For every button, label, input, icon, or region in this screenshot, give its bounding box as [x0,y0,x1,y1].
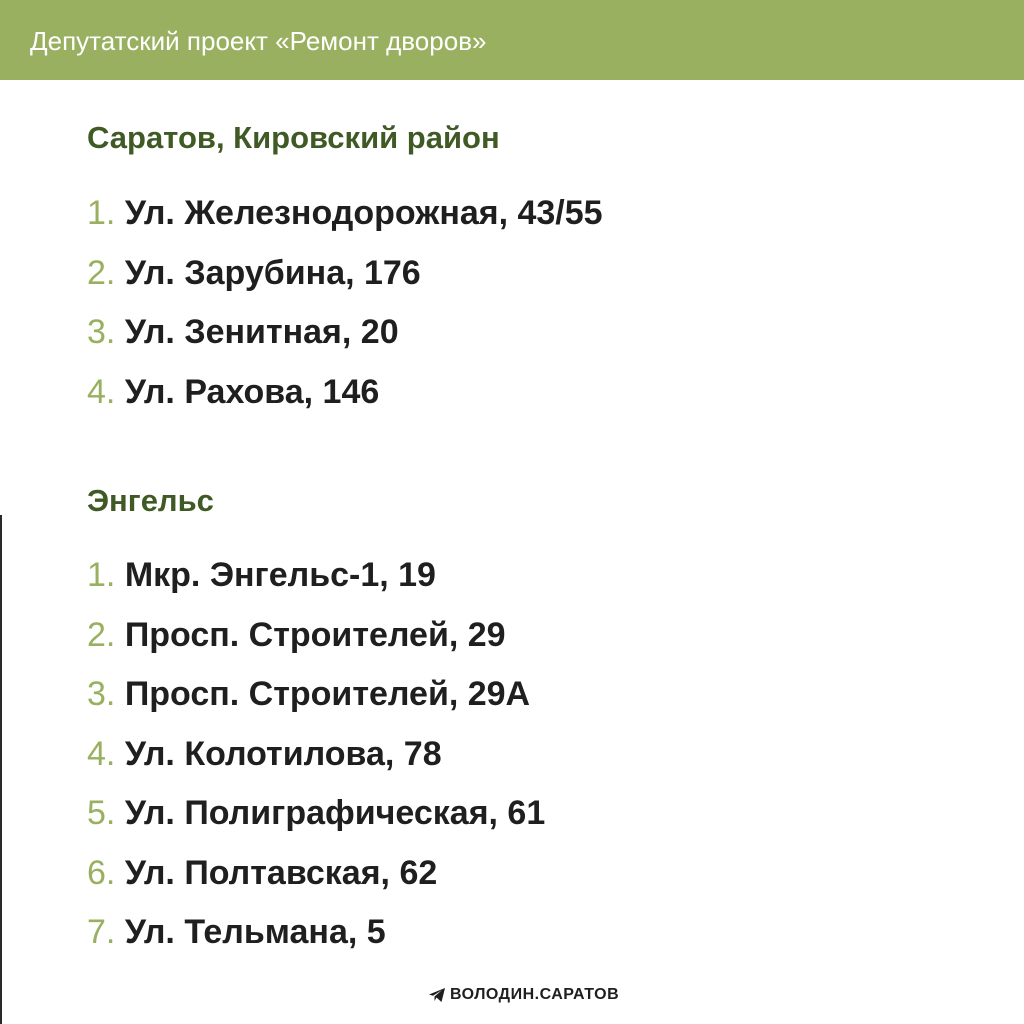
item-address: Просп. Строителей, 29 [124,615,506,654]
list-item [87,912,545,972]
item-number: 3. [87,675,116,713]
list-item [87,555,545,615]
list-item [87,312,603,372]
item-number: 6. [87,853,116,892]
section-title-saratov: Саратов, Кировский район [87,120,500,155]
telegram-icon [428,987,446,1003]
item-number: 1. [87,194,116,232]
item-address: Ул. Колотилова, 78 [124,734,442,773]
address-list-saratov [87,193,603,431]
section-title-engels: Энгельс [87,483,214,518]
header-bar [0,0,1024,80]
list-item [87,734,545,794]
item-address: Ул. Зенитная, 20 [124,313,399,351]
item-number: 3. [87,313,116,351]
item-address: Ул. Полиграфическая, 61 [124,794,546,832]
item-number: 4. [87,734,116,773]
item-address: Просп. Строителей, 29А [124,675,531,713]
item-address: Мкр. Энгельс-1, 19 [124,556,436,594]
list-item [87,793,545,853]
item-address: Ул. Зарубина, 176 [124,253,421,292]
item-number: 2. [87,253,116,292]
item-number: 2. [87,615,116,654]
header-title: Депутатский проект «Ремонт дворов» [30,26,487,56]
item-number: 4. [87,372,116,411]
item-address: Ул. Тельмана, 5 [124,913,386,951]
list-item [87,674,545,734]
list-item [87,372,603,432]
list-item [87,193,603,253]
address-list-engels [87,555,545,972]
item-number: 7. [87,913,116,951]
list-item [87,253,603,313]
item-number: 5. [87,794,116,832]
item-address: Ул. Рахова, 146 [124,372,380,411]
item-address: Ул. Железнодорожная, 43/55 [124,194,603,232]
list-item [87,853,545,913]
footer-brand: ВОЛОДИН.САРАТОВ [450,986,620,1003]
footer [428,986,619,1010]
item-address: Ул. Полтавская, 62 [124,853,438,892]
left-edge-line [0,515,2,1024]
item-number: 1. [87,556,116,594]
list-item [87,615,545,675]
